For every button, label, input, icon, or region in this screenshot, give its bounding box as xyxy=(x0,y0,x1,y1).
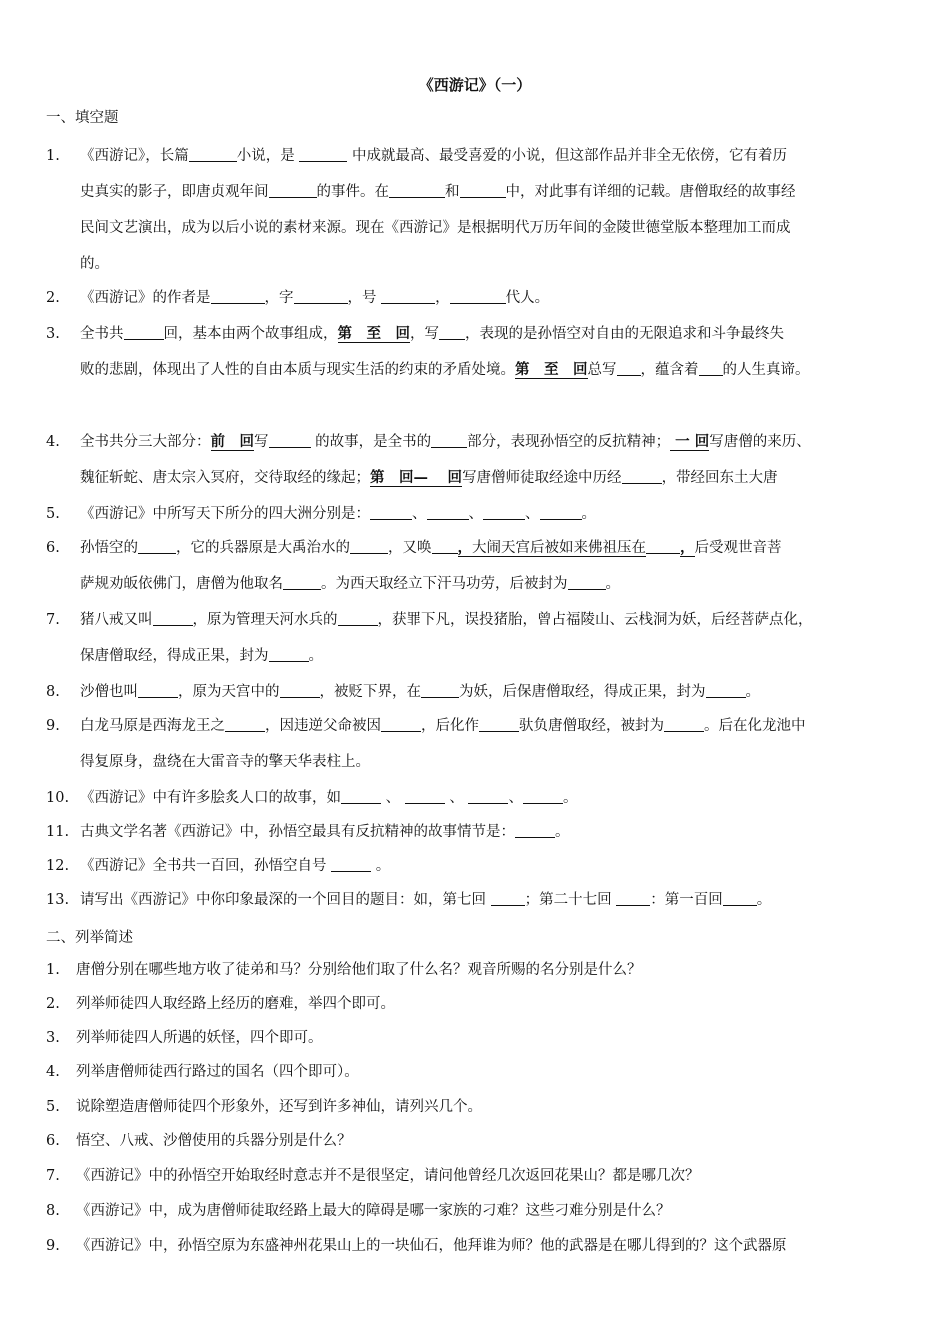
question-number: 8. xyxy=(46,1203,60,1219)
answer-blank[interactable] xyxy=(138,539,176,554)
answer-blank[interactable] xyxy=(450,289,506,304)
answer-blank[interactable] xyxy=(153,611,193,626)
question-text: 《西游记》中有许多脍炙人口的故事，如 、 、 、 。 xyxy=(80,790,578,806)
answer-blank[interactable] xyxy=(468,789,508,804)
question-number: 9. xyxy=(46,1238,60,1254)
question-number: 6. xyxy=(46,540,60,556)
answer-blank[interactable] xyxy=(269,183,317,198)
answer-blank[interactable] xyxy=(189,147,237,162)
question-number: 7. xyxy=(46,1168,60,1184)
answer-blank[interactable] xyxy=(225,717,265,732)
answer-blank[interactable] xyxy=(622,469,662,484)
answer-blank[interactable] xyxy=(515,823,555,838)
question-text: 全书共 回，基本由两个故事组成，第 至 回，写 ，表现的是孙悟空对自由的无限追求和斗争最终失 败的悲剧，体现出了人性的自由本质与现实生活的约束的矛盾处境。第 至 回总写 ，蕴含着 的人生真谛。 xyxy=(80,325,810,378)
question-number: 11. xyxy=(46,824,70,840)
question-number: 10. xyxy=(46,790,70,806)
answer-blank[interactable] xyxy=(138,683,178,698)
answer-blank[interactable] xyxy=(350,539,388,554)
answer-blank[interactable] xyxy=(370,505,412,520)
question-text: 《西游记》，长篇 小说，是 中成就最高、最受喜爱的小说，但这部作品并非全无依傍，它有着历 史真实的影子，即唐贞观年间 的事件。在 和 中，对此事有详细的记载。唐僧取经的故事经 民间文艺演出，成为以后小说的素材来源。现在《西游记》是根据明代万历年间的金陵世德堂版本整理加工而成 的。 xyxy=(80,148,796,272)
answer-blank[interactable] xyxy=(269,433,311,448)
section-heading-fill-in: 一、填空题 xyxy=(46,110,119,126)
question-text: 列举师徒四人所遇的妖怪，四个即可。 xyxy=(76,1030,323,1046)
answer-blank[interactable] xyxy=(405,789,445,804)
answer-blank[interactable] xyxy=(491,891,525,906)
question-text: 说除塑造唐僧师徒四个形象外，还写到许多神仙，请列兴几个。 xyxy=(76,1099,482,1115)
question-text: 孙悟空的 ，它的兵器原是大禹治水的 ，又唤 ，大闹天宫后被如来佛祖压在 ，后受观世音菩 萨规劝皈依佛门，唐僧为他取名 。为西天取经立下汗马功劳，后被封为 。 xyxy=(80,539,782,592)
answer-blank[interactable] xyxy=(331,857,371,872)
question-number: 4. xyxy=(46,434,60,450)
answer-blank[interactable] xyxy=(540,505,582,520)
question-text: 《西游记》中，成为唐僧师徒取经路上最大的障碍是哪一家族的刁难？这些刁难分别是什么？ xyxy=(76,1203,671,1219)
question-text: 《西游记》中所写天下所分的四大洲分别是： 、 、 、 。 xyxy=(80,506,596,522)
answer-blank[interactable] xyxy=(523,789,563,804)
question-number: 8. xyxy=(46,684,60,700)
answer-blank[interactable] xyxy=(439,325,465,340)
question-text: 猪八戒又叫 ，原为管理天河水兵的 ，获罪下凡，误投猪胎，曾占福陵山、云栈洞为妖，后经菩萨点化， 保唐僧取经，得成正果，封为 。 xyxy=(80,612,813,664)
question-text: 请写出《西游记》中你印象最深的一个回目的题目：如，第七回 ；第二十七回 ：第一百回 。 xyxy=(80,892,772,908)
answer-blank[interactable] xyxy=(389,183,445,198)
answer-blank[interactable] xyxy=(568,575,606,590)
question-text: 白龙马原是西海龙王之 ，因违逆父命被因 ，后化作 驮负唐僧取经，被封为 。后在化龙池中 得复原身，盘绕在大雷音寺的擎天华表柱上。 xyxy=(80,718,806,770)
answer-blank[interactable] xyxy=(294,289,348,304)
question-number: 2. xyxy=(46,290,60,306)
answer-blank[interactable] xyxy=(381,289,435,304)
question-text: 唐僧分别在哪些地方收了徒弟和马？分别给他们取了什么名？观音所赐的名分别是什么？ xyxy=(76,962,642,978)
question-text: 沙僧也叫 ，原为天宫中的 ，被贬下界，在 为妖，后保唐僧取经，得成正果，封为 。 xyxy=(80,684,760,700)
answer-blank[interactable] xyxy=(269,647,309,662)
answer-blank[interactable] xyxy=(706,683,746,698)
question-text: 《西游记》的作者是 ，字 ，号 ， 代人。 xyxy=(80,290,550,306)
answer-blank[interactable] xyxy=(699,361,723,376)
question-number: 12. xyxy=(46,858,70,874)
question-number: 7. xyxy=(46,612,60,628)
question-number: 3. xyxy=(46,326,60,342)
answer-blank[interactable] xyxy=(723,891,757,906)
question-number: 1. xyxy=(46,962,60,978)
question-number: 2. xyxy=(46,996,60,1012)
question-number: 5. xyxy=(46,1099,60,1115)
question-number: 1. xyxy=(46,148,60,164)
question-number: 5. xyxy=(46,506,60,522)
question-text: 全书共分三大部分：前 回写 的故事，是全书的 部分，表现孙悟空的反抗精神； 一 回写唐僧的来历、 魏征斩蛇、唐太宗入冥府，交待取经的缘起；第 回— 回写唐僧师徒取经途中历经 ，带经回东土大唐 xyxy=(80,433,811,486)
answer-blank[interactable] xyxy=(616,891,650,906)
answer-blank[interactable] xyxy=(280,683,320,698)
question-text: 列举唐僧师徒西行路过的国名（四个即可）。 xyxy=(76,1064,359,1080)
answer-blank[interactable] xyxy=(646,539,680,554)
answer-blank[interactable] xyxy=(460,183,506,198)
question-text: 《西游记》中的孙悟空开始取经时意志并不是很坚定，请问他曾经几次返回花果山？都是哪几次？ xyxy=(76,1168,700,1184)
answer-blank[interactable] xyxy=(431,433,467,448)
answer-blank[interactable] xyxy=(479,717,519,732)
section-heading-list: 二、列举简述 xyxy=(46,930,133,946)
question-text: 悟空、八戒、沙僧使用的兵器分别是什么？ xyxy=(76,1133,352,1149)
answer-blank[interactable] xyxy=(338,611,378,626)
answer-blank[interactable] xyxy=(341,789,381,804)
question-number: 4. xyxy=(46,1064,60,1080)
question-number: 3. xyxy=(46,1030,60,1046)
answer-blank[interactable] xyxy=(432,539,458,554)
question-text: 列举师徒四人取经路上经历的磨难，举四个即可。 xyxy=(76,996,395,1012)
answer-blank[interactable] xyxy=(211,289,265,304)
answer-blank[interactable] xyxy=(483,505,525,520)
answer-blank[interactable] xyxy=(664,717,704,732)
question-text: 《西游记》中，孙悟空原为东盛神州花果山上的一块仙石，他拜谁为师？他的武器是在哪儿得到的？这个武器原 xyxy=(76,1238,787,1254)
question-number: 6. xyxy=(46,1133,60,1149)
answer-blank[interactable] xyxy=(381,717,421,732)
answer-blank[interactable] xyxy=(283,575,321,590)
answer-blank[interactable] xyxy=(421,683,459,698)
answer-blank[interactable] xyxy=(617,361,641,376)
question-number: 13. xyxy=(46,892,70,908)
question-text: 《西游记》全书共一百回，孙悟空自号 。 xyxy=(80,858,391,874)
document-title: 《西游记》（一） xyxy=(418,76,532,94)
answer-blank[interactable] xyxy=(124,325,164,340)
question-text: 古典文学名著《西游记》中，孙悟空最具有反抗精神的故事情节是： 。 xyxy=(80,824,570,840)
answer-blank[interactable] xyxy=(427,505,469,520)
question-number: 9. xyxy=(46,718,60,734)
answer-blank[interactable] xyxy=(299,147,347,162)
